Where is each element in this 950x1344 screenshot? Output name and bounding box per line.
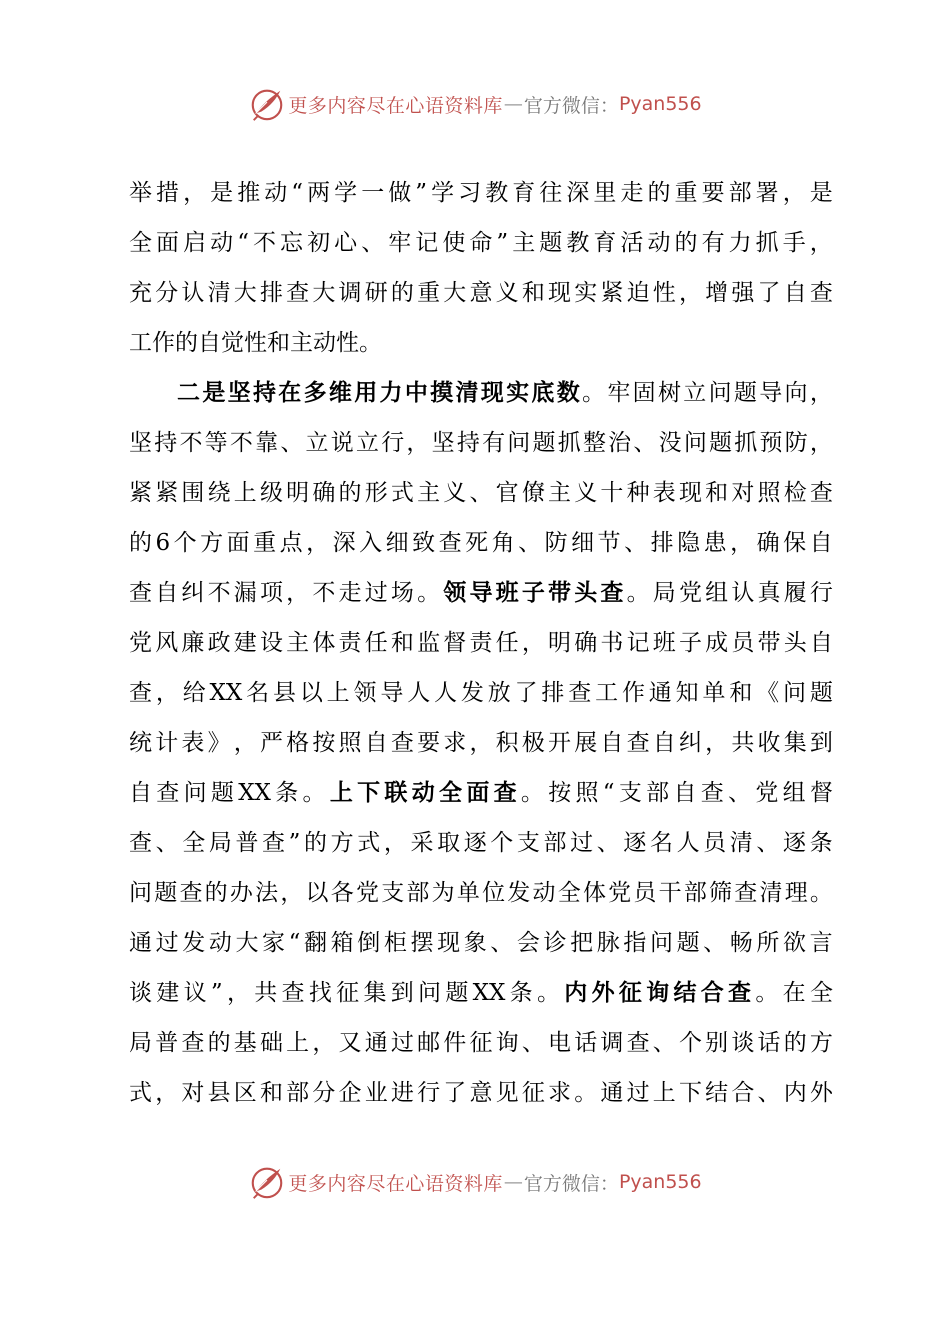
- text-line: 二 是 坚 持 在 多 维 用 力 中 摸 清 现 实 底 数 。 牢 固 树 立 问 题 导 向 ，: [177, 379, 833, 406]
- text-line: 党 风 廉 政 建 设 主 体 责 任 和 监 督 责 任 ， 明 确 书 记 班 子 成 员 带 头 自: [129, 630, 833, 656]
- text-line: 查 、 全 局 普 查 ” 的 方 式 ， 采 取 逐 个 支 部 过 、 逐 名 人 员 清 、 逐 条: [129, 830, 833, 856]
- banner-label: 官方微信：: [523, 94, 619, 117]
- text-line: 通 过 发 动 大 家 “ 翻 箱 倒 柜 摆 现 象 、 会 诊 把 脉 指 问 题 、 畅 所 欲 言: [129, 930, 833, 956]
- text-line: 紧 紧 围 绕 上 级 明 确 的 形 式 主 义 、 官 僚 主 义 十 种 表 现 和 对 照 检 查: [129, 480, 833, 506]
- text-line: 举 措 ， 是 推 动 “ 两 学 一 做 ” 学 习 教 育 往 深 里 走 的 重 要 部 署 ， 是: [129, 180, 833, 206]
- text-line: 式 ， 对 县 区 和 部 分 企 业 进 行 了 意 见 征 求 。 通 过 上 下 结 合 、 内 外: [129, 1080, 833, 1106]
- text-line: 充 分 认 清 大 排 查 大 调 研 的 重 大 意 义 和 现 实 紧 迫 性 ， 增 强 了 自 查: [129, 280, 833, 306]
- text-line: 坚 持 不 等 不 靠 、 立 说 立 行 ， 坚 持 有 问 题 抓 整 治 、 没 问 题 抓 预 防 ，: [129, 430, 833, 456]
- banner-dash: —: [503, 1171, 523, 1193]
- text-line: 谈 建 议 ” ， 共 查 找 征 集 到 问 题 XX 条 。 内 外 征 询 结 合 查 。 在 全: [129, 979, 833, 1006]
- quill-pen-logo-icon: [248, 1163, 286, 1201]
- text-line: 的 6 个 方 面 重 点 ， 深 入 细 致 查 死 角 、 防 细 节 、 排 隐 患 ， 确 保 自: [129, 530, 833, 556]
- banner-wechat-id: Pyan556: [618, 93, 702, 115]
- banner-dash: —: [503, 93, 523, 115]
- text-line: 局 普 查 的 基 础 上 ， 又 通 过 邮 件 征 询 、 电 话 调 查 、 个 别 谈 话 的 方: [129, 1030, 833, 1056]
- text-line: 查 ， 给 XX 名 县 以 上 领 导 人 人 发 放 了 排 查 工 作 通 知 单 和 《 问 题: [129, 680, 833, 706]
- text-line: 工 作 的 自 觉 性 和 主 动 性 。: [129, 330, 382, 356]
- text-line: 查 自 纠 不 漏 项 ， 不 走 过 场 。 领 导 班 子 带 头 查 。 局 党 组 认 真 履 行: [129, 579, 833, 606]
- banner-text: 更多内容尽在心语资料库: [288, 1172, 503, 1195]
- text-line: 问 题 查 的 办 法 ， 以 各 党 支 部 为 单 位 发 动 全 体 党 员 干 部 筛 查 清 理 。: [129, 880, 833, 906]
- footer-watermark-banner: [0, 1160, 950, 1204]
- text-line: 自 查 问 题 XX 条 。 上 下 联 动 全 面 查 。 按 照 “ 支 部 自 查 、 党 组 督: [129, 779, 833, 806]
- banner-wechat-id: Pyan556: [618, 1171, 702, 1193]
- quill-pen-logo-icon: [248, 85, 286, 123]
- document-body: [129, 168, 833, 1118]
- banner-label: 官方微信：: [523, 1172, 619, 1195]
- text-line: 统 计 表 》 ， 严 格 按 照 自 查 要 求 ， 积 极 开 展 自 查 自 纠 ， 共 收 集 到: [129, 730, 833, 756]
- banner-text: 更多内容尽在心语资料库: [288, 94, 503, 117]
- text-line: 全 面 启 动 “ 不 忘 初 心 、 牢 记 使 命 ” 主 题 教 育 活 动 的 有 力 抓 手 ，: [129, 230, 833, 256]
- header-watermark-banner: [0, 82, 950, 126]
